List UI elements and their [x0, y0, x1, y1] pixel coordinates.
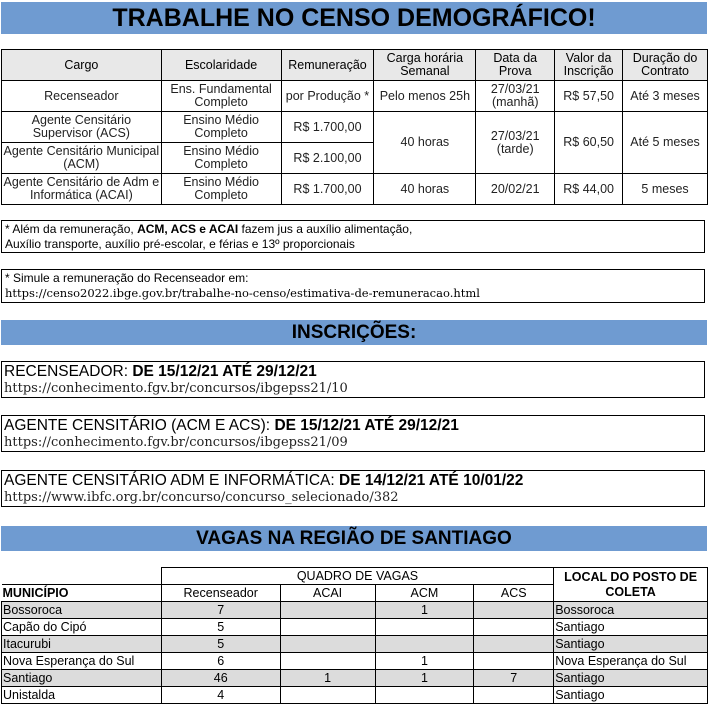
cell-escolaridade: Ensino Médio Completo — [161, 174, 281, 205]
inscricoes-banner: INSCRIÇÕES: — [1, 320, 707, 345]
col-acm: ACM — [375, 585, 474, 602]
simulate-note — [1, 269, 705, 303]
table-row — [2, 687, 708, 704]
cell-valor: R$ 60,50 — [555, 112, 623, 174]
cell-escolaridade: Ens. Fundamental Completo — [161, 81, 281, 112]
cell-data: 27/03/21 (manhã) — [476, 81, 555, 112]
cell-cargo: Recenseador — [2, 81, 162, 112]
table-row — [2, 174, 708, 205]
inscricao-label: AGENTE CENSITÁRIO ADM E INFORMÁTICA: — [4, 472, 340, 489]
cell-carga: Pelo menos 25h — [374, 81, 476, 112]
table-row — [2, 636, 708, 653]
cell-recenseador: 7 — [161, 602, 280, 619]
local-header: LOCAL DO POSTO DE COLETA — [554, 568, 708, 602]
cell-acm: 1 — [375, 602, 474, 619]
cell-escolaridade: Ensino Médio Completo — [161, 112, 281, 143]
inscricao-link[interactable]: https://conhecimento.fgv.br/concursos/ibgepss21/09 — [4, 435, 348, 450]
cell-municipio: Bossoroca — [2, 602, 162, 619]
cell-acs — [474, 653, 554, 670]
cell-acai — [280, 653, 375, 670]
cell-acs — [474, 602, 554, 619]
cell-carga: 40 horas — [374, 112, 476, 174]
table-row — [2, 670, 708, 687]
table-row — [2, 112, 708, 143]
page-title: TRABALHE NO CENSO DEMOGRÁFICO! — [1, 2, 707, 34]
inscricao-dates: DE 15/12/21 ATÉ 29/12/21 — [274, 417, 459, 434]
header-data: Data da Prova — [476, 50, 555, 81]
cell-acm: 1 — [375, 653, 474, 670]
positions-table — [1, 49, 708, 205]
cell-acai — [280, 636, 375, 653]
cell-acm: 1 — [375, 670, 474, 687]
table-row — [2, 619, 708, 636]
cell-municipio: Santiago — [2, 670, 162, 687]
cell-carga: 40 horas — [374, 174, 476, 205]
vagas-header-row-1 — [2, 568, 708, 585]
simulate-link[interactable]: https://censo2022.ibge.gov.br/trabalhe-no-censo/estimativa-de-remuneracao.html — [5, 286, 480, 300]
cell-acai — [280, 687, 375, 704]
cell-acs — [474, 619, 554, 636]
benefits-prefix: * Além da remuneração, — [5, 222, 138, 236]
cell-duracao: 5 meses — [623, 174, 708, 205]
inscricao-recenseador — [1, 361, 705, 398]
vagas-banner: VAGAS NA REGIÃO DE SANTIAGO — [1, 526, 707, 551]
col-acai: ACAI — [280, 585, 375, 602]
header-valor: Valor da Inscrição — [555, 50, 623, 81]
cell-remuneracao: R$ 1.700,00 — [281, 174, 374, 205]
cell-local: Santiago — [554, 670, 708, 687]
cell-valor: R$ 57,50 — [555, 81, 623, 112]
benefits-line-2: Auxílio transporte, auxílio pré-escolar, e férias e 13º proporcionais — [5, 237, 355, 251]
inscricao-agente — [1, 415, 705, 452]
inscricao-line — [4, 363, 702, 381]
benefits-suffix: fazem jus a auxílio alimentação, — [238, 222, 413, 236]
cell-cargo: Agente Censitário Municipal (ACM) — [2, 143, 162, 174]
cell-valor: R$ 44,00 — [555, 174, 623, 205]
cell-acs — [474, 687, 554, 704]
cell-local: Nova Esperança do Sul — [554, 653, 708, 670]
header-duracao: Duração do Contrato — [623, 50, 708, 81]
inscricao-line — [4, 472, 702, 490]
cell-data: 20/02/21 — [476, 174, 555, 205]
inscricao-dates: DE 15/12/21 ATÉ 29/12/21 — [132, 363, 317, 380]
cell-data: 27/03/21 (tarde) — [476, 112, 555, 174]
cell-municipio: Itacurubi — [2, 636, 162, 653]
benefits-note — [1, 220, 705, 253]
municipio-header: MUNICÍPIO — [2, 585, 162, 602]
cell-recenseador: 5 — [161, 636, 280, 653]
cell-remuneracao: R$ 2.100,00 — [281, 143, 374, 174]
inscricao-adm — [1, 470, 705, 507]
cell-recenseador: 6 — [161, 653, 280, 670]
benefits-bold: ACM, ACS e ACAI — [137, 222, 239, 236]
cell-local: Santiago — [554, 687, 708, 704]
cell-local: Santiago — [554, 619, 708, 636]
header-escolaridade: Escolaridade — [161, 50, 281, 81]
inscricao-dates: DE 14/12/21 ATÉ 10/01/22 — [339, 472, 524, 489]
table-row — [2, 81, 708, 112]
cell-duracao: Até 3 meses — [623, 81, 708, 112]
quadro-de-vagas-header: QUADRO DE VAGAS — [161, 568, 553, 585]
cell-acai — [280, 619, 375, 636]
inscricao-label: AGENTE CENSITÁRIO (ACM E ACS): — [4, 417, 275, 434]
col-recenseador: Recenseador — [161, 585, 280, 602]
cell-remuneracao: R$ 1.700,00 — [281, 112, 374, 143]
cell-acm — [375, 687, 474, 704]
table-row — [2, 602, 708, 619]
cell-acs: 7 — [474, 670, 554, 687]
cell-cargo: Agente Censitário de Adm e Informática (ACAI) — [2, 174, 162, 205]
header-cargo: Cargo — [2, 50, 162, 81]
cell-duracao: Até 5 meses — [623, 112, 708, 174]
table-row — [2, 653, 708, 670]
cell-escolaridade: Ensino Médio Completo — [161, 143, 281, 174]
cell-municipio: Unistalda — [2, 687, 162, 704]
cell-acai: 1 — [280, 670, 375, 687]
cell-cargo: Agente Censitário Supervisor (ACS) — [2, 112, 162, 143]
cell-local: Santiago — [554, 636, 708, 653]
cell-municipio: Capão do Cipó — [2, 619, 162, 636]
benefits-line-1 — [5, 222, 701, 237]
cell-acm — [375, 619, 474, 636]
header-remuneracao: Remuneração — [281, 50, 374, 81]
cell-remuneracao: por Produção * — [281, 81, 374, 112]
cell-acai — [280, 602, 375, 619]
cell-acs — [474, 636, 554, 653]
col-acs: ACS — [474, 585, 554, 602]
inscricao-link[interactable]: https://conhecimento.fgv.br/concursos/ibgepss21/10 — [4, 381, 348, 396]
cell-recenseador: 4 — [161, 687, 280, 704]
inscricao-link[interactable]: https://www.ibfc.org.br/concurso/concurso_selecionado/382 — [4, 490, 399, 505]
cell-recenseador: 5 — [161, 619, 280, 636]
inscricao-line — [4, 417, 702, 435]
header-carga: Carga horária Semanal — [374, 50, 476, 81]
inscricao-label: RECENSEADOR: — [4, 363, 133, 380]
cell-local: Bossoroca — [554, 602, 708, 619]
cell-municipio: Nova Esperança do Sul — [2, 653, 162, 670]
cell-acm — [375, 636, 474, 653]
simulate-text: * Simule a remuneração do Recenseador em: — [5, 271, 249, 285]
cell-recenseador: 46 — [161, 670, 280, 687]
vagas-table — [1, 567, 708, 704]
positions-header-row — [2, 50, 708, 81]
